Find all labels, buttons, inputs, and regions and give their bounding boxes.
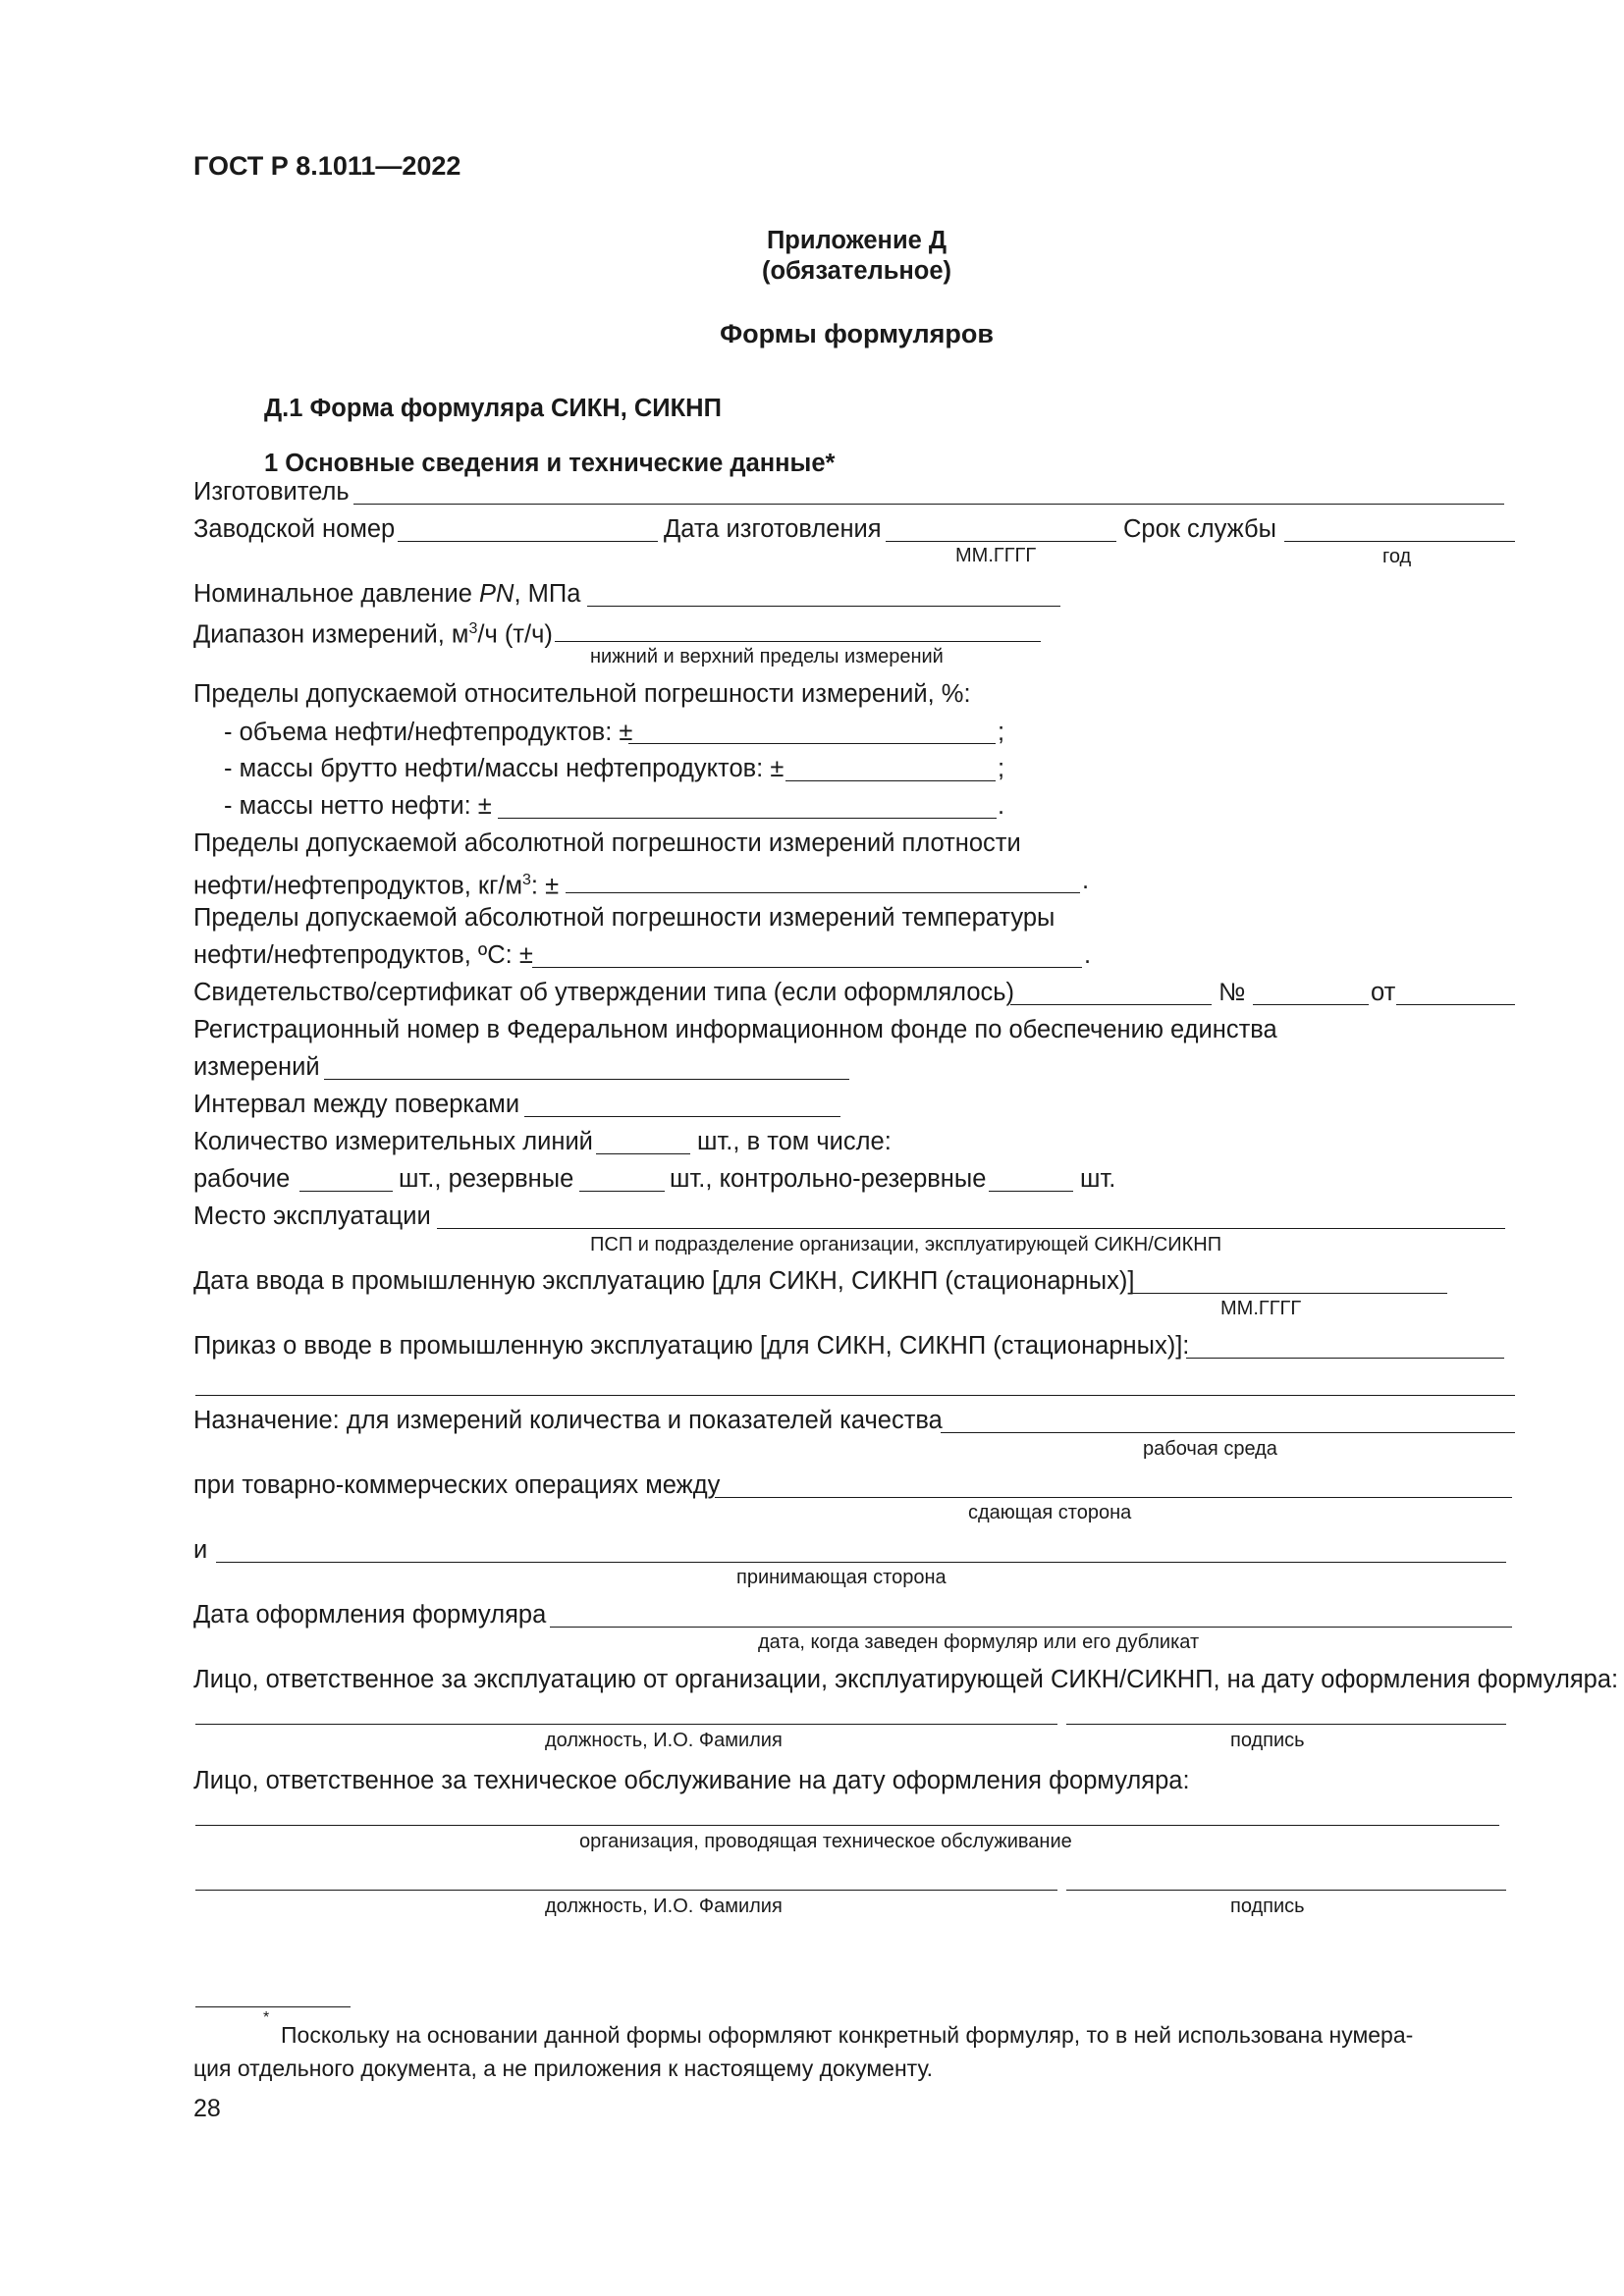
- density-period: .: [1082, 867, 1090, 894]
- relative-volume-semicolon: ;: [998, 719, 1005, 746]
- commissioning-date-hint: ММ.ГГГГ: [1220, 1298, 1302, 1319]
- responsible-maintenance-signature-field[interactable]: [1066, 1890, 1506, 1891]
- relative-net-period: .: [998, 792, 1005, 820]
- control-reserve-lines-field[interactable]: [989, 1191, 1073, 1192]
- page-number: 28: [193, 2095, 221, 2122]
- certificate-date-field[interactable]: [1396, 1004, 1515, 1005]
- operations-label: при товарно-коммерческих операциях между: [193, 1471, 721, 1499]
- service-life-label: Срок службы: [1123, 515, 1276, 543]
- range-label-suffix: /ч (т/ч): [477, 620, 553, 649]
- receiving-party-hint: принимающая сторона: [736, 1567, 947, 1588]
- form-date-hint: дата, когда заведен формуляр или его дубликат: [758, 1631, 1200, 1653]
- footnote-separator: [195, 2006, 351, 2007]
- responsible-maintenance-label: Лицо, ответственное за техническое обслуживание на дату оформления формуляра:: [193, 1767, 1190, 1794]
- pcs-label: шт.: [1080, 1165, 1116, 1193]
- location-label: Место эксплуатации: [193, 1202, 431, 1230]
- maintenance-organization-hint: организация, проводящая техническое обслуживание: [579, 1831, 1072, 1852]
- commissioning-date-field[interactable]: [1131, 1293, 1447, 1294]
- certificate-number-field[interactable]: [1253, 1004, 1369, 1005]
- range-label-prefix: Диапазон измерений, м: [193, 620, 469, 649]
- maintenance-organization-field[interactable]: [195, 1825, 1499, 1826]
- relative-gross-label: - массы брутто нефти/массы нефтепродуктов: ±: [224, 755, 785, 782]
- control-reserve-lines-label: шт., контрольно-резервные: [670, 1165, 987, 1193]
- certificate-field[interactable]: [1010, 1004, 1212, 1005]
- manufacture-date-hint: ММ.ГГГГ: [955, 545, 1037, 566]
- responsible-operation-name-hint: должность, И.О. Фамилия: [545, 1730, 783, 1751]
- density-label-suffix: : ±: [530, 872, 560, 900]
- pressure-field[interactable]: [587, 606, 1060, 607]
- density-field[interactable]: [566, 892, 1080, 893]
- lines-count-field[interactable]: [596, 1153, 690, 1154]
- responsible-operation-signature-hint: подпись: [1230, 1730, 1305, 1751]
- giving-party-hint: сдающая сторона: [968, 1502, 1132, 1523]
- service-life-field[interactable]: [1284, 541, 1515, 542]
- commissioning-order-field[interactable]: [1186, 1358, 1504, 1359]
- pressure-pn: PN: [479, 580, 514, 608]
- responsible-operation-name-field[interactable]: [195, 1724, 1057, 1725]
- document-standard-number: ГОСТ Р 8.1011—2022: [193, 151, 461, 181]
- density-title: Пределы допускаемой абсолютной погрешности измерений плотности: [193, 829, 1021, 857]
- lines-count-label: Количество измерительных линий: [193, 1128, 593, 1155]
- pressure-label: [193, 579, 580, 609]
- registry-title: Регистрационный номер в Федеральном информационном фонде по обеспечению единства: [193, 1016, 1277, 1043]
- relative-net-label: - массы нетто нефти: ±: [224, 792, 492, 820]
- manufacture-date-label: Дата изготовления: [664, 515, 882, 543]
- range-field[interactable]: [555, 641, 1041, 642]
- serial-number-label: Заводской номер: [193, 515, 396, 543]
- registry-label: измерений: [193, 1053, 320, 1081]
- interval-field[interactable]: [524, 1116, 840, 1117]
- purpose-label: Назначение: для измерений количества и показателей качества: [193, 1407, 943, 1434]
- subsection-title: 1 Основные сведения и технические данные*: [264, 450, 836, 477]
- responsible-operation-label: Лицо, ответственное за эксплуатацию от организации, эксплуатирующей СИКН/СИКНП, на дату оформления формуляра:: [193, 1666, 1619, 1693]
- location-hint: ПСП и подразделение организации, эксплуатирующей СИКН/СИКНП: [590, 1234, 1222, 1255]
- location-field[interactable]: [437, 1228, 1505, 1229]
- density-label-prefix: нефти/нефтепродуктов, кг/м: [193, 872, 522, 900]
- responsible-maintenance-name-hint: должность, И.О. Фамилия: [545, 1896, 783, 1917]
- section-title: Д.1 Форма формуляра СИКН, СИКНП: [264, 395, 722, 422]
- range-sup: 3: [468, 620, 478, 637]
- range-hint: нижний и верхний пределы измерений: [590, 646, 944, 667]
- density-label: [193, 866, 559, 901]
- purpose-field[interactable]: [941, 1432, 1515, 1433]
- service-life-hint: год: [1382, 546, 1412, 567]
- temperature-period: .: [1084, 941, 1092, 969]
- appendix-title: Приложение Д: [766, 227, 947, 254]
- footnote-mark: *: [263, 2009, 270, 2026]
- form-date-label: Дата оформления формуляра: [193, 1601, 547, 1629]
- responsible-operation-signature-field[interactable]: [1066, 1724, 1506, 1725]
- temperature-label: нефти/нефтепродуктов, ºС: ±: [193, 941, 533, 969]
- commissioning-order-label: Приказ о вводе в промышленную эксплуатацию [для СИКН, СИКНП (стационарных)]:: [193, 1332, 1190, 1360]
- relative-error-title: Пределы допускаемой относительной погрешности измерений, %:: [193, 680, 971, 708]
- pressure-label-prefix: Номинальное давление: [193, 580, 480, 608]
- relative-gross-field[interactable]: [785, 780, 996, 781]
- density-sup: 3: [522, 872, 531, 888]
- manufacturer-label: Изготовитель: [193, 478, 350, 506]
- commissioning-order-field-continued[interactable]: [195, 1395, 1515, 1396]
- form-date-field[interactable]: [550, 1627, 1512, 1628]
- registry-field[interactable]: [324, 1079, 849, 1080]
- reserve-lines-field[interactable]: [579, 1191, 665, 1192]
- responsible-maintenance-name-field[interactable]: [195, 1890, 1057, 1891]
- relative-volume-field[interactable]: [628, 743, 996, 744]
- range-label: [193, 614, 553, 650]
- pressure-label-suffix: , МПа: [514, 580, 581, 608]
- working-lines-field[interactable]: [299, 1191, 393, 1192]
- temperature-field[interactable]: [532, 967, 1082, 968]
- footnote-line-1: Поскольку на основании данной формы оформляют конкретный формуляр, то в ней использована нумера-: [281, 2022, 1414, 2048]
- appendix-status: (обязательное): [761, 257, 952, 285]
- responsible-maintenance-signature-hint: подпись: [1230, 1896, 1305, 1917]
- commissioning-date-label: Дата ввода в промышленную эксплуатацию [для СИКН, СИКНП (стационарных)]: [193, 1267, 1135, 1295]
- receiving-party-field[interactable]: [216, 1562, 1506, 1563]
- temperature-title: Пределы допускаемой абсолютной погрешности измерений температуры: [193, 904, 1056, 932]
- reserve-lines-label: шт., резервные: [399, 1165, 574, 1193]
- and-label: и: [193, 1536, 208, 1564]
- certificate-number-sign: №: [1218, 979, 1246, 1006]
- relative-net-field[interactable]: [498, 818, 997, 819]
- page-title: Формы формуляров: [720, 319, 994, 348]
- working-lines-label: рабочие: [193, 1165, 291, 1193]
- interval-label: Интервал между поверками: [193, 1091, 520, 1118]
- manufacturer-field[interactable]: [353, 504, 1504, 505]
- relative-volume-label: - объема нефти/нефтепродуктов: ±: [224, 719, 633, 746]
- manufacture-date-field[interactable]: [886, 541, 1116, 542]
- relative-gross-semicolon: ;: [998, 755, 1005, 782]
- certificate-label: Свидетельство/сертификат об утверждении типа (если оформлялось): [193, 979, 1015, 1006]
- serial-number-field[interactable]: [398, 541, 658, 542]
- footnote-line-2: ция отдельного документа, а не приложения к настоящему документу.: [193, 2056, 934, 2081]
- certificate-from-label: от: [1371, 979, 1396, 1006]
- purpose-hint: рабочая среда: [1143, 1438, 1277, 1460]
- giving-party-field[interactable]: [715, 1497, 1512, 1498]
- lines-count-suffix: шт., в том числе:: [697, 1128, 892, 1155]
